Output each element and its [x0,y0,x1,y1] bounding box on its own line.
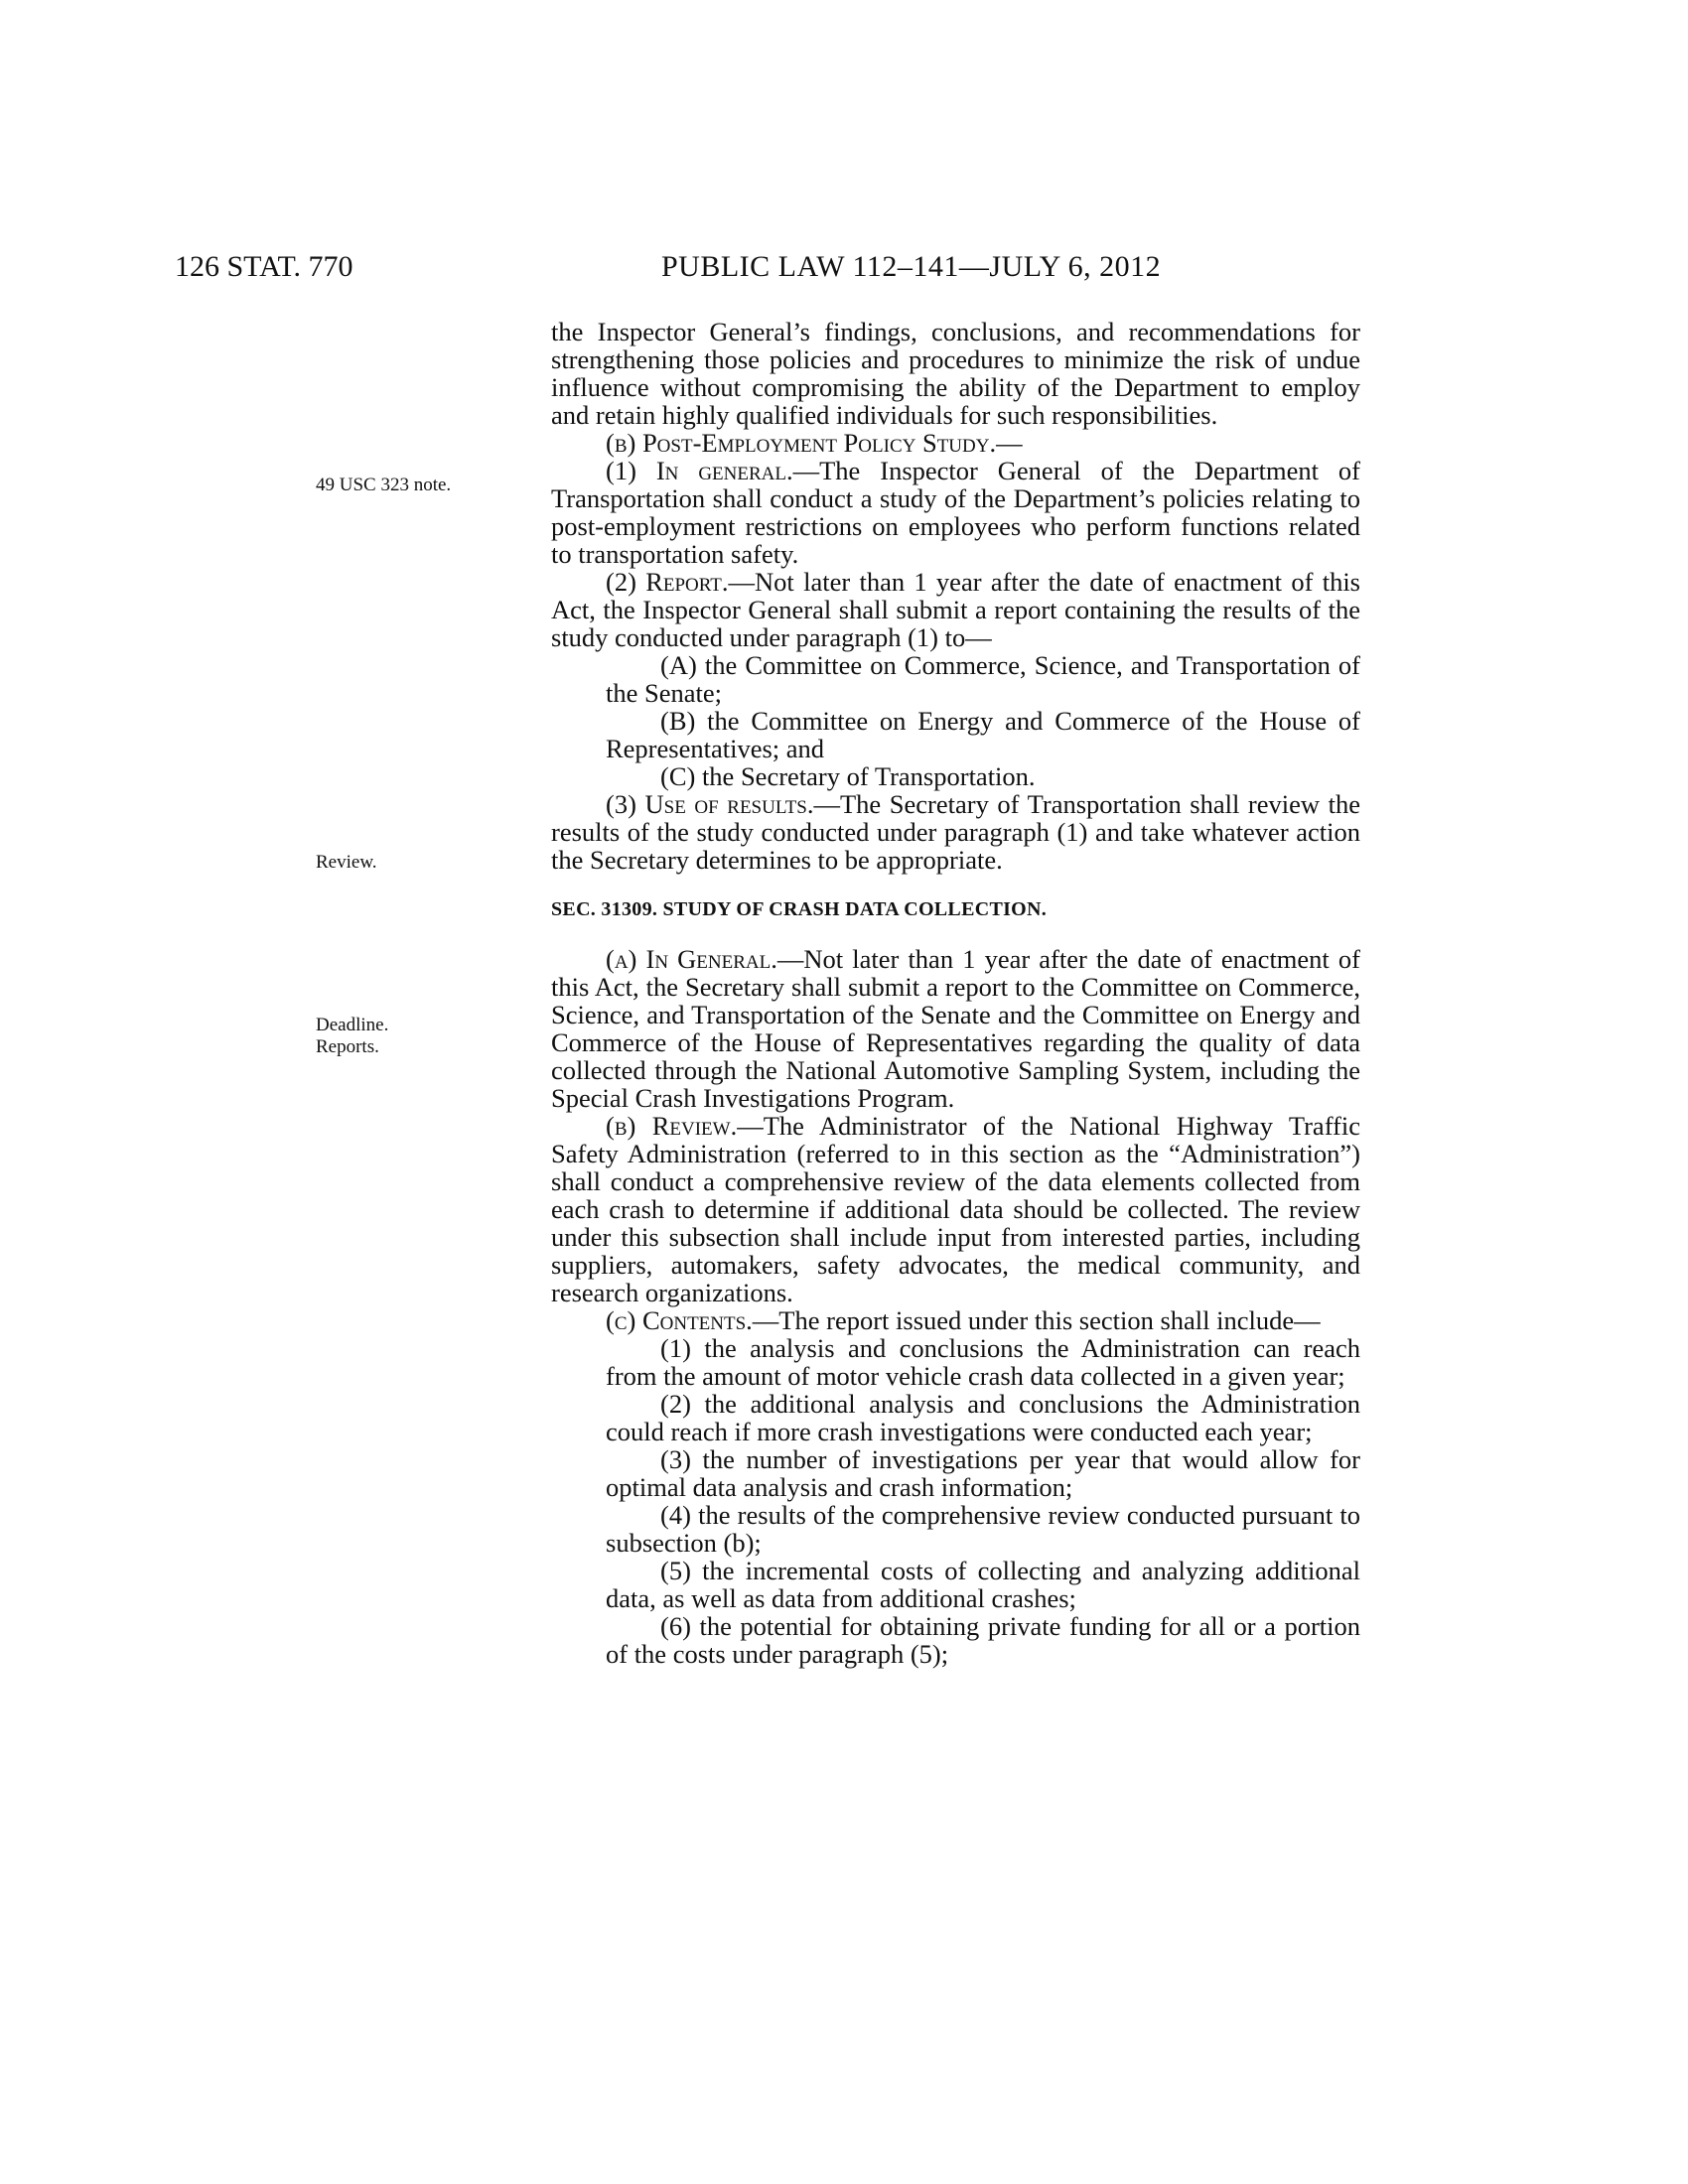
paragraph-continuation: the Inspector General’s findings, conclusions, and recommendations for strengthening those policies and procedures to minimize the risk of undue influence without compromising the ability of the Department to employ and retain highly qualified individuals for such responsibilities. [551,317,1360,430]
margin-note-reports: Reports. [316,1036,379,1057]
section-heading: SEC. 31309. STUDY OF CRASH DATA COLLECTION. [551,898,1048,920]
b3-heading: (3) Use of results. [606,789,814,819]
margin-note-review: Review. [316,852,377,873]
paragraph-b2-B: (B) the Committee on Energy and Commerce of the House of Representatives; and [606,706,1360,763]
paragraph-c4: (4) the results of the comprehensive review conducted pursuant to subsection (b); [606,1500,1360,1558]
paragraph-c3: (3) the number of investigations per year that would allow for optimal data analysis and crash information; [606,1444,1360,1502]
body-text-column [551,318,1360,1668]
paragraph-b3 [551,790,1360,874]
paragraph-c5: (5) the incremental costs of collecting and analyzing additional data, as well as data from additional crashes; [606,1556,1360,1613]
paragraph-a [551,945,1360,1112]
subsection-b-heading: (b) Post-Employment Policy Study.— [606,428,1023,458]
paragraph-b1 [551,457,1360,568]
review-heading: (b) Review. [606,1111,738,1141]
paragraph-contents [551,1306,1360,1334]
law-title: PUBLIC LAW 112–141—JULY 6, 2012 [661,250,1162,283]
paragraph-b2 [551,568,1360,651]
margin-note-deadline: Deadline. [316,1015,389,1035]
paragraph-c6: (6) the potential for obtaining private funding for all or a portion of the costs under paragraph (5); [606,1611,1360,1669]
paragraph-c1: (1) the analysis and conclusions the Administration can reach from the amount of motor vehicle crash data collected in a given year; [606,1333,1360,1391]
contents-text: —The report issued under this section shall include— [752,1305,1321,1335]
paragraph-b2-C: (C) the Secretary of Transportation. [660,761,1036,791]
b3-text: —The Secretary of Transportation shall review the results of the study conducted under paragraph (1) and take whatever action the Secretary determines to be appropriate. [551,789,1360,875]
b2-text: —Not later than 1 year after the date of enactment of this Act, the Inspector General shall submit a report containing the results of the study conducted under paragraph (1) to— [551,567,1360,652]
paragraph-c2: (2) the additional analysis and conclusions the Administration could reach if more crash investigations were conducted each year; [606,1389,1360,1446]
review-text: —The Administrator of the National Highway Traffic Safety Administration (referred to in this section as the “Administration”) shall conduct a comprehensive review of the data elements collected from each crash to determine if additional data should be collected. The review under this subsection shall include input from interested parties, including suppliers, automakers, safety advocates, the medical community, and research organizations. [551,1111,1360,1307]
a-heading: (a) In General. [606,944,777,974]
b2-heading: (2) Report. [606,567,729,597]
page-header [0,250,1688,290]
margin-note-usc: 49 USC 323 note. [316,475,452,495]
paragraph-review [551,1112,1360,1306]
a-text: —Not later than 1 year after the date of enactment of this Act, the Secretary shall submit a report to the Committee on Commerce, Science, and Transportation of the Senate and the Committee on Energy and Commerce of the House of Representatives regarding the quality of data collected through the National Automotive Sampling System, including the Special Crash Investigations Program. [551,944,1360,1113]
stat-page-number: 126 STAT. 770 [175,250,353,283]
b1-text: —The Inspector General of the Department of Transportation shall conduct a study of the Department’s policies relating to post-employment restrictions on employees who perform functions related to transportation safety. [551,456,1360,569]
contents-heading: (c) Contents. [606,1305,753,1335]
paragraph-b2-A: (A) the Committee on Commerce, Science, and Transportation of the Senate; [606,650,1360,708]
b1-heading: (1) In general. [606,456,793,485]
